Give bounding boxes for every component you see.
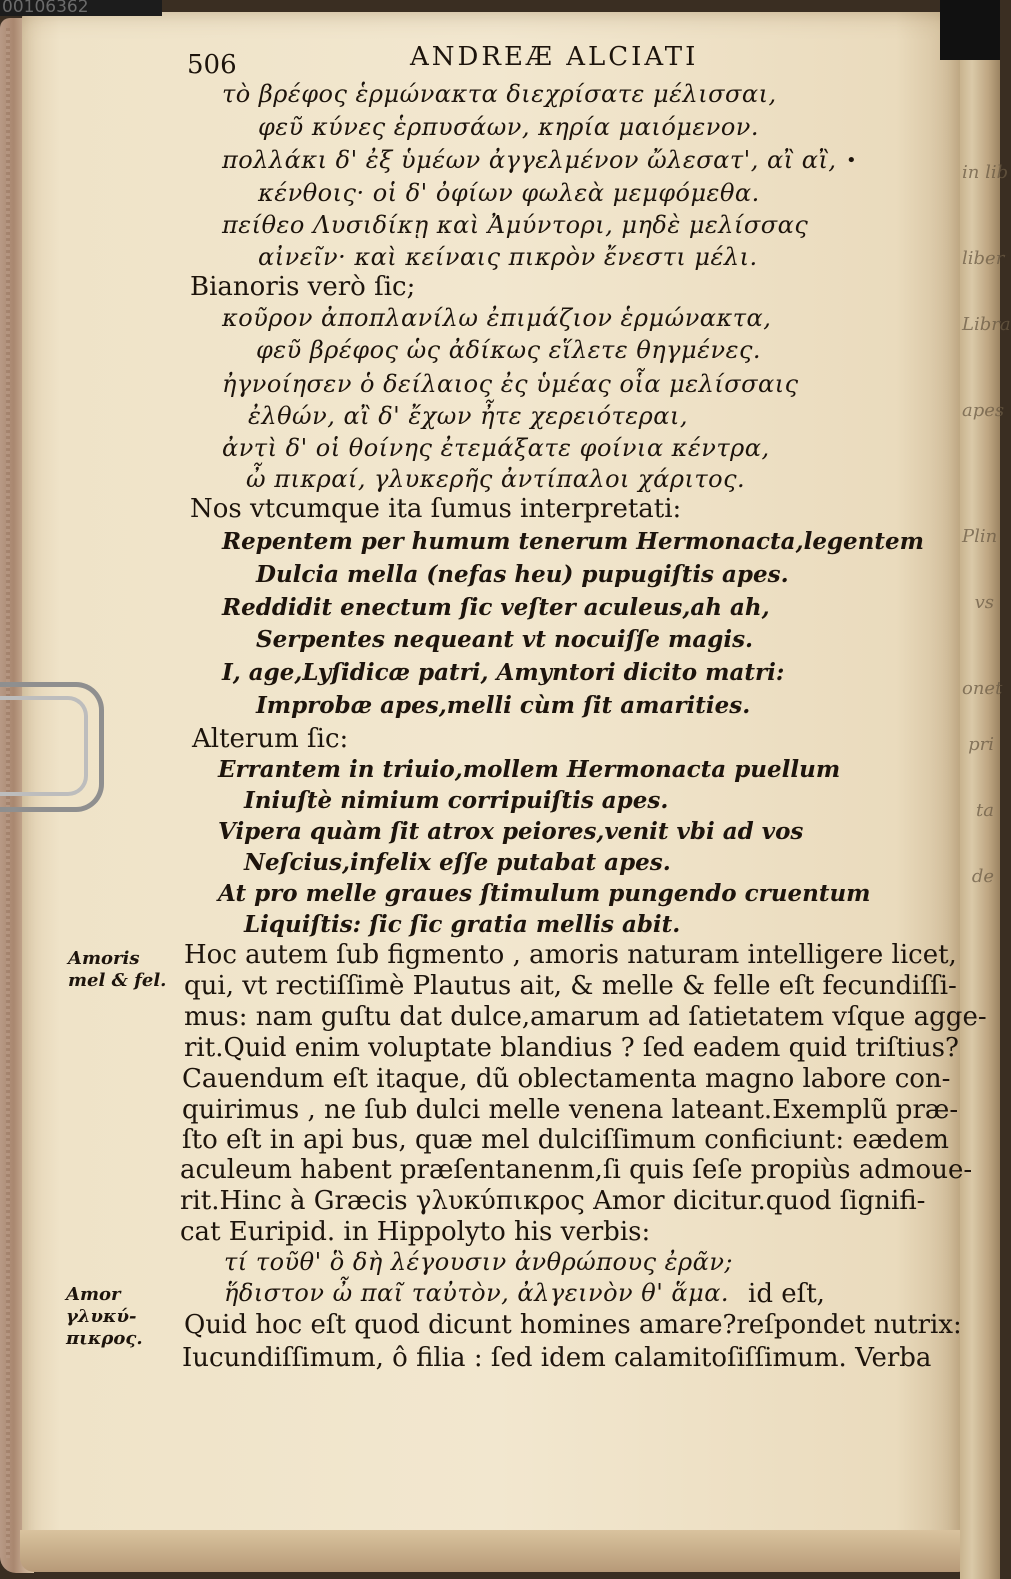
nos-intro: Nos vtcumque ita ſumus interpretati: (190, 494, 682, 524)
facing-fragment: liber (962, 248, 1005, 269)
prose-line: qui, vt rectiſſimè Plautus ait, & melle & felle eſt fecundiſſi- (184, 971, 957, 1001)
closing-line: Iucundiſſimum, ô filia : ſed idem calamitoſiſſimum. Verba (182, 1343, 932, 1373)
margin-note-amoris (68, 948, 166, 992)
prose-line: ſto eſt in api bus, quæ mel dulciſſimum conficiunt: eædem (182, 1125, 949, 1155)
greek-line: ἠγνοίησεν ὁ δείλαιος ἐς ὑμέας οἷα μελίσσαις (222, 370, 799, 398)
prose-line: quirimus , ne ſub dulci melle venena lateant.Exemplũ præ- (182, 1095, 959, 1125)
margin-note-line: Amor (66, 1284, 121, 1305)
greek-line: ὦ πικραί, γλυκερῆς ἀντίπαλοι χάριτος. (246, 465, 746, 493)
verse-line: Errantem in triuio,mollem Hermonacta puellum (218, 756, 841, 783)
verse-line: Reddidit enectum ſic veſter aculeus,ah ah, (222, 594, 770, 621)
prose-line: rit.Quid enim voluptate blandius ? ſed eadem quid triſtius? (184, 1033, 959, 1063)
greek-line: πολλάκι δ' ἐξ ὑμέων ἀγγελμένον ὤλεσατ', αἲ αἲ, (222, 146, 837, 174)
closing-line: Quid hoc eſt quod dicunt homines amare?reſpondet nutrix: (184, 1310, 962, 1340)
greek-quote-line: τί τοῦθ' ὃ δὴ λέγουσιν ἀνθρώπους ἐρᾶν; (224, 1248, 734, 1276)
verse-line: Dulcia mella (nefas heu) pupugiſtis apes. (256, 561, 789, 588)
facing-fragment: in lib (962, 162, 1009, 183)
alterum-intro: Alterum ſic: (192, 724, 349, 754)
margin-note-line: mel & fel. (68, 970, 167, 991)
facing-fragment: Libra (962, 314, 1011, 335)
prose-line: aculeum habent præſentanenm,ſi quis ſeſe propiùs admoue- (180, 1155, 973, 1185)
bianor-intro: Bianoris verò ſic; (190, 272, 416, 302)
prose-line: Cauendum eſt itaque, dũ oblectamenta magno labore con- (182, 1064, 951, 1094)
ink-dot: • (846, 150, 857, 171)
verse-line: At pro melle graues ſtimulum pungendo cruentum (218, 880, 871, 907)
margin-note-line: γλυκύ- (66, 1306, 137, 1327)
greek-line: τὸ βρέφος ἑρμώνακτα διεχρίσατε μέλισσαι, (222, 80, 777, 108)
margin-note-line: Amoris (68, 948, 140, 969)
facing-fragment: onet (962, 678, 1003, 699)
facing-fragment: vs (974, 592, 994, 613)
shelfmark-label: 00106362 (0, 0, 162, 16)
facing-fragment: Plin (962, 526, 998, 547)
page-number: 506 (187, 50, 237, 80)
facing-fragment: de (971, 866, 994, 887)
greek-line: κένθοις· οἱ δ' ὀφίων φωλεὰ μεμφόμεθα. (258, 179, 760, 207)
margin-note-line: πικρος. (66, 1328, 143, 1349)
facing-fragment: ta (976, 800, 994, 821)
facing-fragment: pri (968, 734, 994, 755)
verse-line: I, age,Lyſidicæ patri, Amyntori dicito matri: (222, 659, 785, 686)
greek-quote-line: ἥδιστον ὦ παῖ ταὐτὸν, ἀλγεινὸν θ' ἅμα. (224, 1279, 730, 1307)
prose-line: cat Euripid. in Hippolyto his verbis: (180, 1217, 651, 1247)
margin-note-amor (66, 1284, 143, 1350)
greek-line: φεῦ βρέφος ὡς ἀδίκως εἵλετε θηγμένες. (256, 336, 762, 364)
prose-line: Hoc autem ſub figmento , amoris naturam intelligere licet, (184, 940, 957, 970)
verse-line: Serpentes nequeant vt nocuiſſe magis. (256, 626, 754, 653)
verse-line: Improbæ apes,melli cùm ſit amarities. (256, 692, 751, 719)
facing-fragment: apes (962, 400, 1005, 421)
greek-line: πείθεο Λυσιδίκῃ καὶ Ἀμύντορι, μηδὲ μελίσσας (222, 211, 809, 239)
greek-line: κοῦρον ἀποπλανίλω ἐπιμάζιον ἑρμώνακτα, (222, 304, 772, 332)
prose-line: rit.Hinc à Græcis γλυκύπικρος Amor dicitur.quod ſignifi- (180, 1186, 926, 1216)
greek-line: ἐλθών, αἲ δ' ἔχων ἦτε χερειότεραι, (248, 402, 689, 430)
verse-line: Iniuſtè nimium corripuiſtis apes. (244, 787, 669, 814)
verse-line: Neſcius,infelix eſſe putabat apes. (244, 849, 671, 876)
greek-line: ἀντὶ δ' οἱ θοίνης ἐτεμάξατε φοίνια κέντρα, (222, 434, 770, 462)
running-head: ANDREÆ ALCIATI (410, 42, 699, 72)
prose-line: mus: nam guſtu dat dulce,amarum ad ſatietatem vſque agge- (184, 1002, 987, 1032)
verse-line: Liquiſtis: ſic ſic gratia mellis abit. (244, 911, 681, 938)
verse-line: Repentem per humum tenerum Hermonacta,legentem (222, 528, 924, 555)
verse-line: Vipera quàm ſit atrox peiores,venit vbi ad vos (218, 818, 804, 845)
greek-line: φεῦ κύνες ἑρπυσάων, κηρία μαιόμενον. (258, 113, 759, 141)
id-est: id eſt, (748, 1279, 825, 1309)
greek-line: αἰνεῖν· καὶ κείναις πικρὸν ἔνεστι μέλι. (258, 243, 758, 271)
